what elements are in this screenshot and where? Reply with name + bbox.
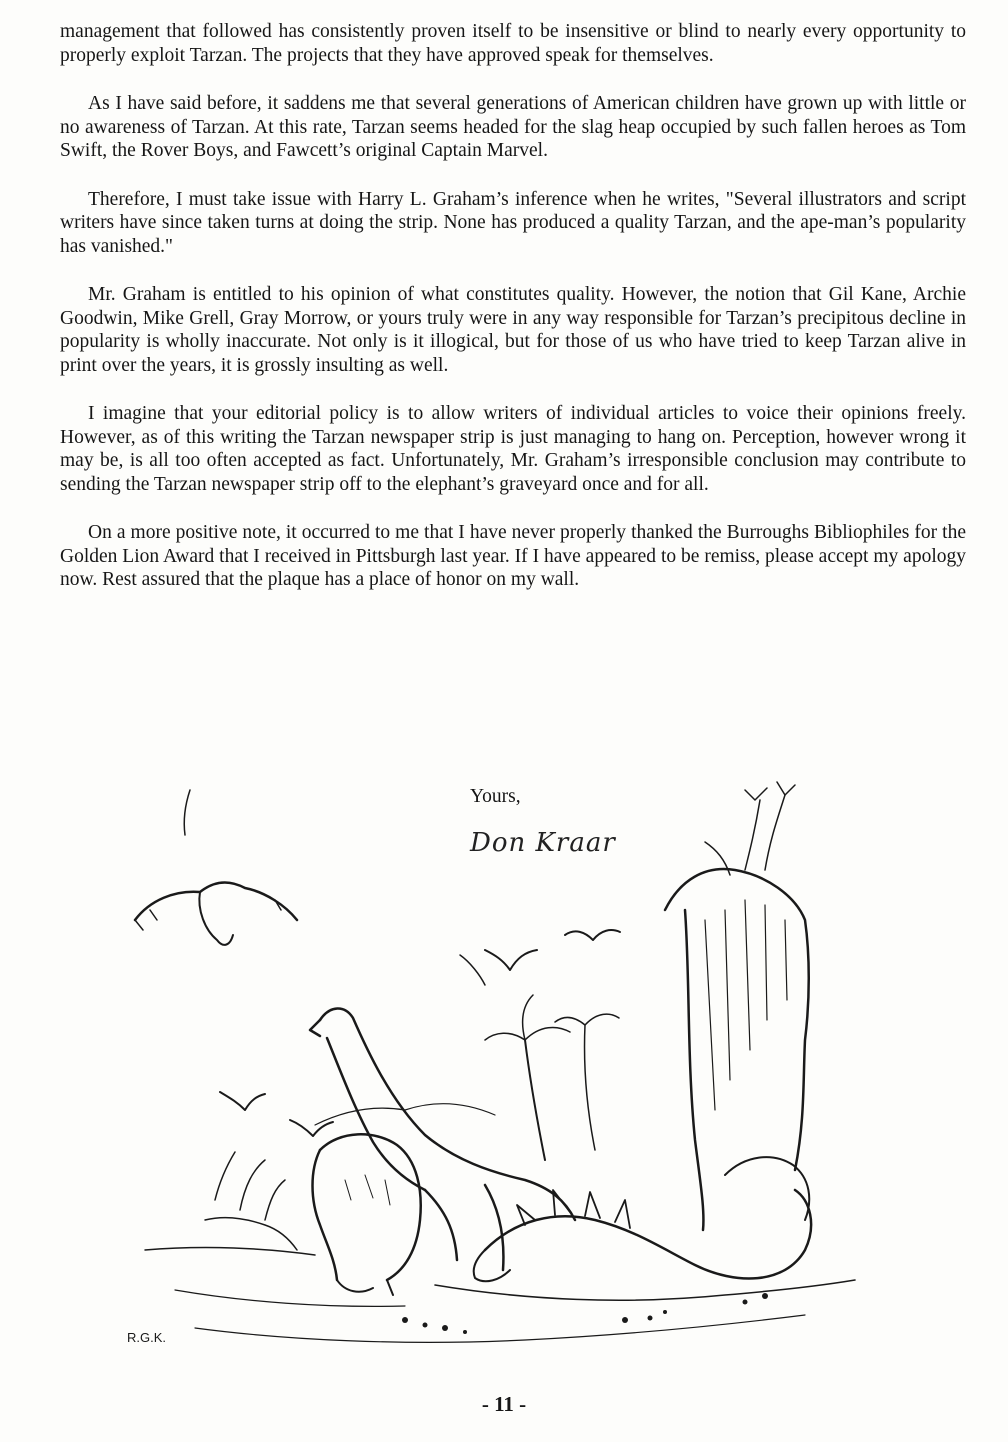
paragraph: As I have said before, it saddens me that several generations of American children have grown up with little or no awareness of Tarzan. At this rate, Tarzan seems headed for the slag heap occupied by such fallen heroes as Tom Swift, the Rover Boys, and Fawcett’s original Captain Marvel. (60, 93, 966, 161)
paragraph: Therefore, I must take issue with Harry L. Graham’s inference when he writes, "Several illustrators and script writers have since taken turns at doing the strip. None has produced a quality Tarzan, and the ape-man’s popularity has vanished." (60, 188, 966, 257)
letter-closing: Yours, (470, 786, 521, 807)
signature: Don Kraar (470, 828, 616, 858)
page-number: - 11 - (481, 1392, 527, 1416)
artist-initials: R.G.K. (127, 1330, 167, 1345)
paragraph: Mr. Graham is entitled to his opinion of what constitutes quality. However, the notion that Gil Kane, Archie Goodwin, Mike Grell, Gray Morrow, or yours truly were in any way responsible for Tarzan’s precipitous decline in popularity is wholly inaccurate. Not only is it illogical, but for those of us who have tried to keep Tarzan alive in print over the years, it is grossly insulting as well. (60, 284, 966, 376)
dinosaur-illustration (105, 780, 875, 1380)
paragraph: I imagine that your editorial policy is to allow writers of individual articles to voice their opinions freely. However, as of this writing the Tarzan newspaper strip is just managing to hang on. Perception, however wrong it may be, is all too often accepted as fact. Unfortunately, Mr. Graham’s irresponsible conclusion may contribute to sending the Tarzan newspaper strip off to the elephant’s graveyard once and for all. (60, 403, 966, 495)
paragraph: management that followed has consistently proven itself to be insensitive or blind to nearly every opportunity to properly exploit Tarzan. The projects that they have approved speak for themselves. (60, 21, 966, 66)
paragraph: On a more positive note, it occurred to me that I have never properly thanked the Burroughs Bibliophiles for the Golden Lion Award that I received in Pittsburgh last year. If I have appeared to be remiss, please accept my apology now. Rest assured that the plaque has a place of honor on my wall. (60, 522, 966, 590)
letter-body (60, 20, 966, 617)
